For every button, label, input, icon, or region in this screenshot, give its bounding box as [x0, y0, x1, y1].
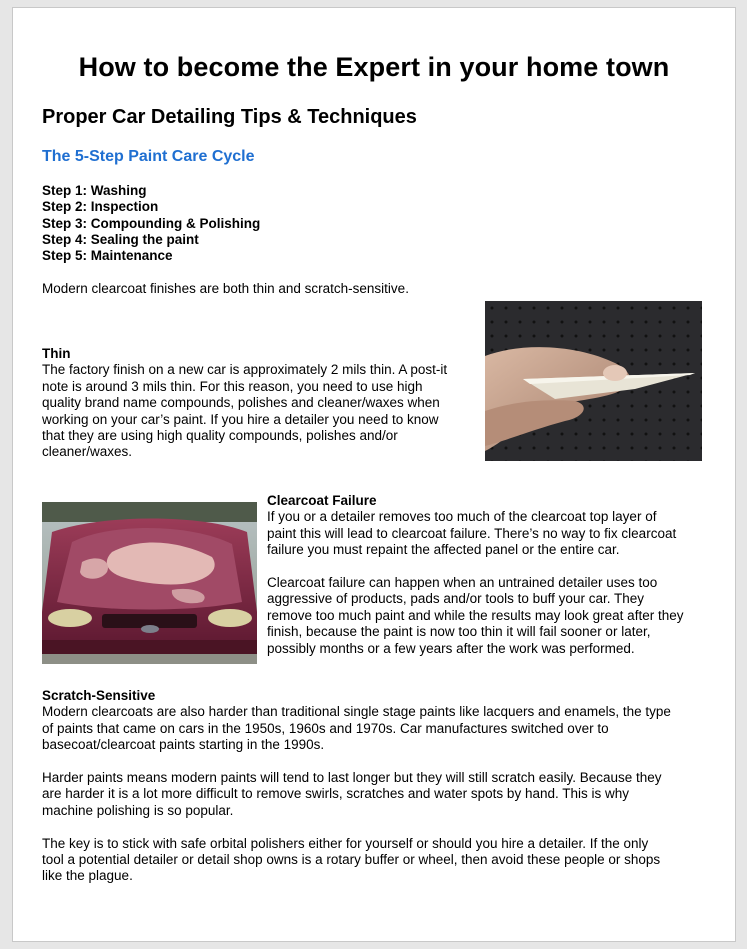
clearcoat-section: [267, 493, 727, 657]
steps-list: [42, 183, 260, 264]
clearcoat-heading: Clearcoat Failure: [267, 493, 377, 508]
text-line: The factory finish on a new car is approximately 2 mils thin. A post-it: [42, 362, 448, 378]
step-item: Step 3: Compounding & Polishing: [42, 215, 261, 231]
text-line: that they are using high quality compounds, polishes and/or: [42, 428, 398, 444]
text-line: like the plague.: [42, 868, 133, 884]
car-hood-clearcoat-failure-photo: [42, 502, 257, 664]
text-line: paint this will lead to clearcoat failure. There’s no way to fix clearcoat: [267, 525, 677, 541]
step-item: Step 4: Sealing the paint: [42, 231, 199, 247]
text-line: quality brand name compounds, polishes and cleaner/waxes when: [42, 395, 440, 411]
text-line: The key is to stick with safe orbital polishers either for yourself or should you hire a detailer. If the only: [42, 835, 649, 851]
document-page: [12, 7, 736, 942]
step-item: Step 1: Washing: [42, 183, 147, 198]
step-item: Step 2: Inspection: [42, 199, 159, 215]
text-line: remove too much paint and while the results may look great after they: [267, 607, 684, 623]
thin-heading: Thin: [42, 346, 71, 361]
text-line: are harder it is a lot more difficult to remove swirls, scratches and water spots by hand. This is why: [42, 786, 629, 802]
text-line: working on your car’s paint. If you hire a detailer you need to know: [42, 411, 439, 427]
thin-section: [42, 346, 482, 461]
text-line: tool a potential detailer or detail shop owns is a rotary buffer or wheel, then avoid these people or shops: [42, 852, 661, 868]
step-item: Step 5: Maintenance: [42, 248, 173, 264]
scratch-heading: Scratch-Sensitive: [42, 688, 156, 703]
text-line: Harder paints means modern paints will tend to last longer but they will still scratch easily. Because they: [42, 770, 662, 786]
page-title: How to become the Expert in your home town: [78, 52, 670, 82]
text-line: If you or a detailer removes too much of the clearcoat top layer of: [267, 509, 657, 525]
text-line: of paints that came on cars in the 1950s, 1960s and 1970s. Car manufactures switched over to: [42, 720, 609, 736]
intro-text: Modern clearcoat finishes are both thin and scratch-sensitive.: [42, 281, 409, 296]
text-line: Modern clearcoats are also harder than traditional single stage paints like lacquers and enamels, the type: [42, 704, 671, 720]
text-line: Clearcoat failure can happen when an untrained detailer uses too: [267, 575, 658, 591]
text-line: finish, because the paint is now too thin it will fail sooner or later,: [267, 624, 651, 640]
page-subtitle: Proper Car Detailing Tips & Techniques: [42, 106, 417, 128]
text-line: cleaner/waxes.: [42, 444, 133, 460]
text-line: failure you must repaint the affected panel or the entire car.: [267, 542, 620, 558]
scratch-section: [42, 688, 722, 885]
thin-photo: [485, 301, 702, 461]
text-line: possibly months or a few years after the work was performed.: [267, 640, 635, 656]
text-line: machine polishing is so popular.: [42, 802, 234, 818]
hand-holding-post-it-note-photo: [485, 301, 702, 461]
text-line: basecoat/clearcoat paints starting in the 1990s.: [42, 737, 325, 753]
text-line: note is around 3 mils thin. For this reason, you need to use high: [42, 378, 423, 394]
cycle-heading: The 5-Step Paint Care Cycle: [42, 148, 255, 165]
text-line: aggressive of products, pads and/or tools to buff your car. They: [267, 591, 644, 607]
car-photo: [42, 502, 257, 664]
